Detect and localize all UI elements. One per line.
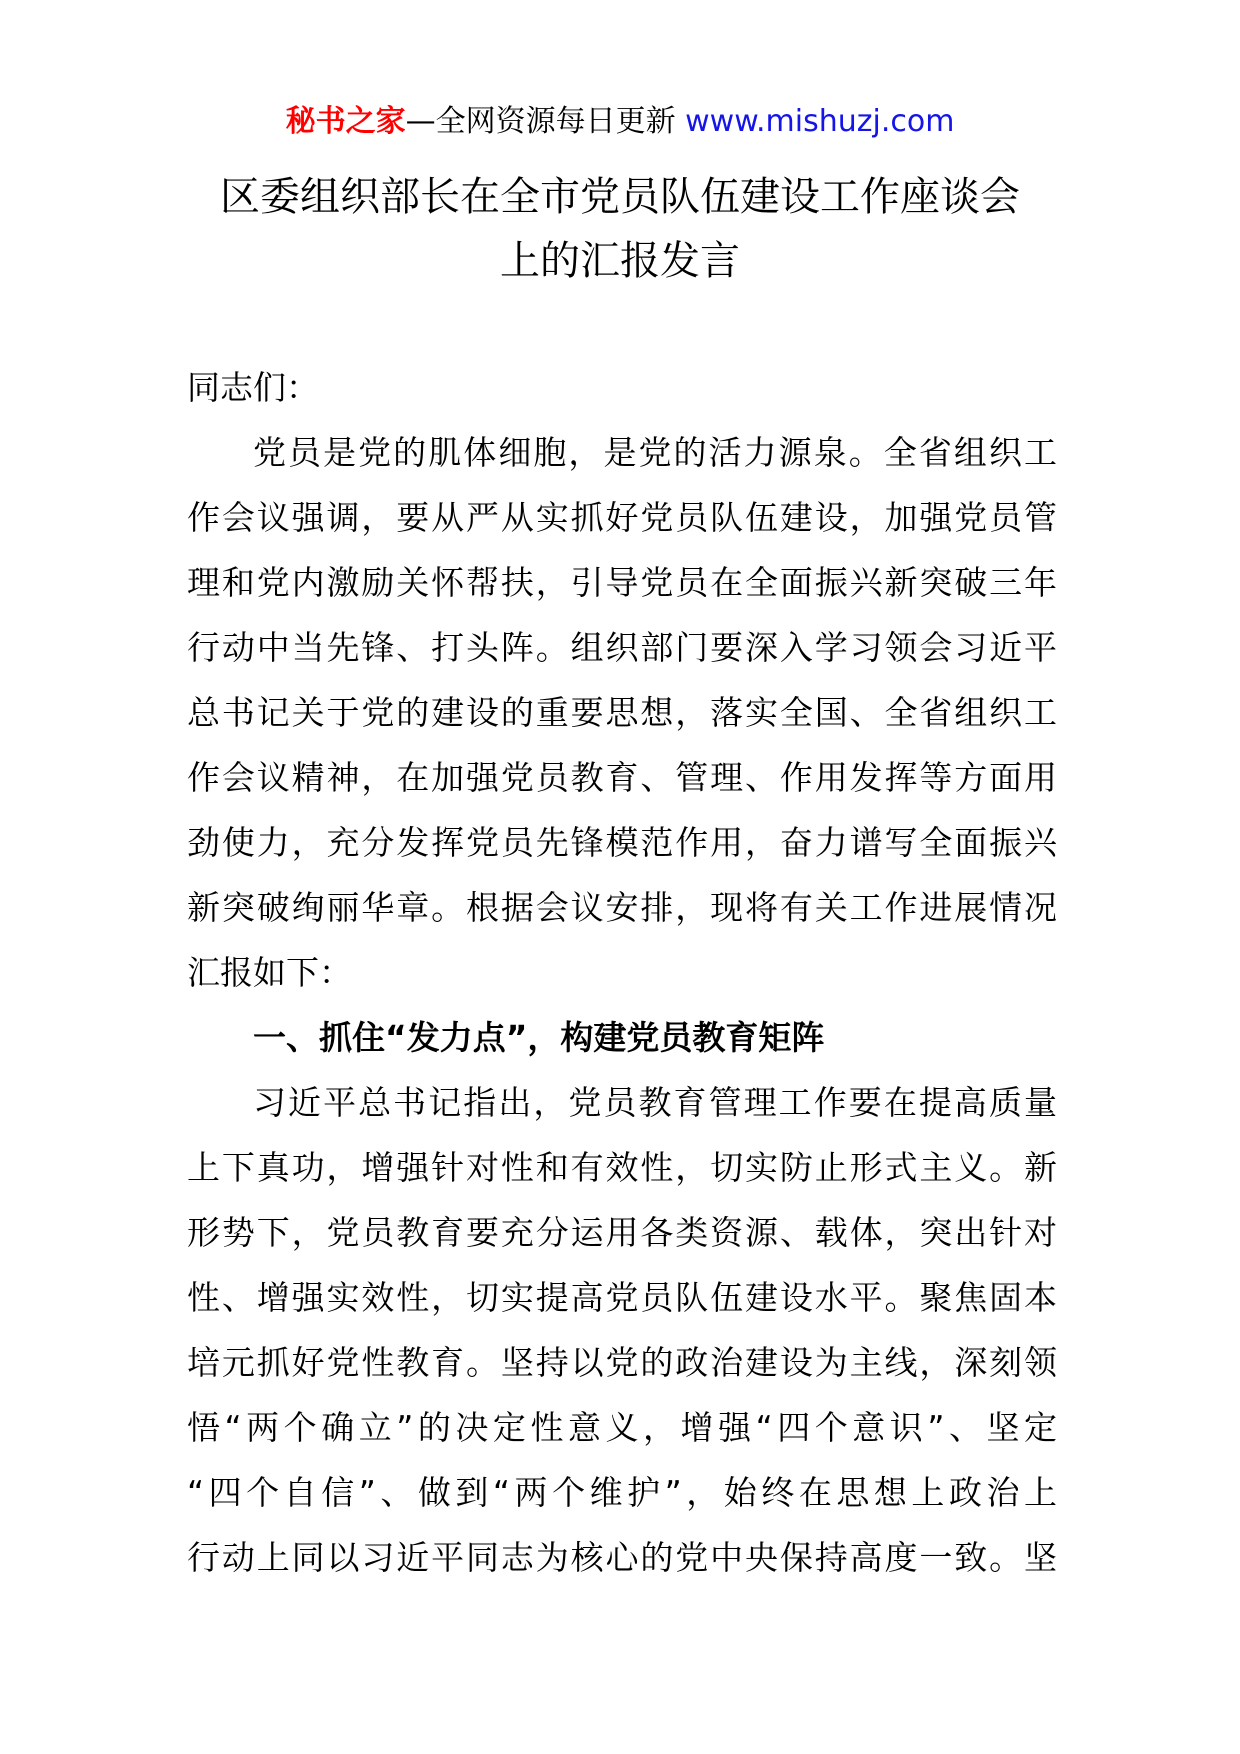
brand-name: 秘书之家 [285,104,406,139]
document-body [187,355,1057,1590]
paragraph-line: 习近平总书记指出，党员教育管理工作要在提高质量 [253,1083,1057,1122]
paragraph-line: 培元抓好党性教育。坚持以党的政治建设为主线，深刻领 [187,1343,1057,1382]
paragraph-line: 劲使力，充分发挥党员先锋模范作用，奋力谱写全面振兴 [187,823,1057,862]
paragraph-line: 行动中当先锋、打头阵。组织部门要深入学习领会习近平 [187,628,1057,667]
paragraph-line: 新突破绚丽华章。根据会议安排，现将有关工作进展情况 [187,888,1057,927]
paragraph-line: 上下真功，增强针对性和有效性，切实防止形式主义。新 [187,1148,1057,1187]
site-url-link[interactable]: www.mishuzj.com [685,104,955,139]
watermark-header [0,100,1240,144]
paragraph-line: 形势下，党员教育要充分运用各类资源、载体，突出针对 [187,1213,1057,1252]
paragraph-line: 作会议精神，在加强党员教育、管理、作用发挥等方面用 [187,758,1057,797]
paragraph-line: 作会议强调，要从严从实抓好党员队伍建设，加强党员管 [187,498,1057,537]
salutation: 同志们： [187,368,319,407]
title-line-2: 上的汇报发言 [500,238,740,284]
paragraph-line: 行动上同以习近平同志为核心的党中央保持高度一致。坚 [187,1538,1057,1577]
paragraph-line: 理和党内激励关怀帮扶，引导党员在全面振兴新突破三年 [187,563,1057,602]
document-title [140,165,1100,293]
brand-tagline: —全网资源每日更新 [405,104,676,139]
paragraph-line: 悟“两个确立”的决定性意义，增强“四个意识”、坚定 [187,1408,1057,1447]
paragraph-line: 党员是党的肌体细胞，是党的活力源泉。全省组织工 [253,433,1057,472]
paragraph-line: 总书记关于党的建设的重要思想，落实全国、全省组织工 [187,693,1057,732]
paragraph-line: 汇报如下： [187,953,352,992]
title-line-1: 区委组织部长在全市党员队伍建设工作座谈会 [220,174,1020,220]
paragraph-line: “四个自信”、做到“两个维护”，始终在思想上政治上 [187,1473,1057,1512]
section-heading: 一、抓住“发力点”，构建党员教育矩阵 [253,1018,825,1057]
paragraph-line: 性、增强实效性，切实提高党员队伍建设水平。聚焦固本 [187,1278,1057,1317]
